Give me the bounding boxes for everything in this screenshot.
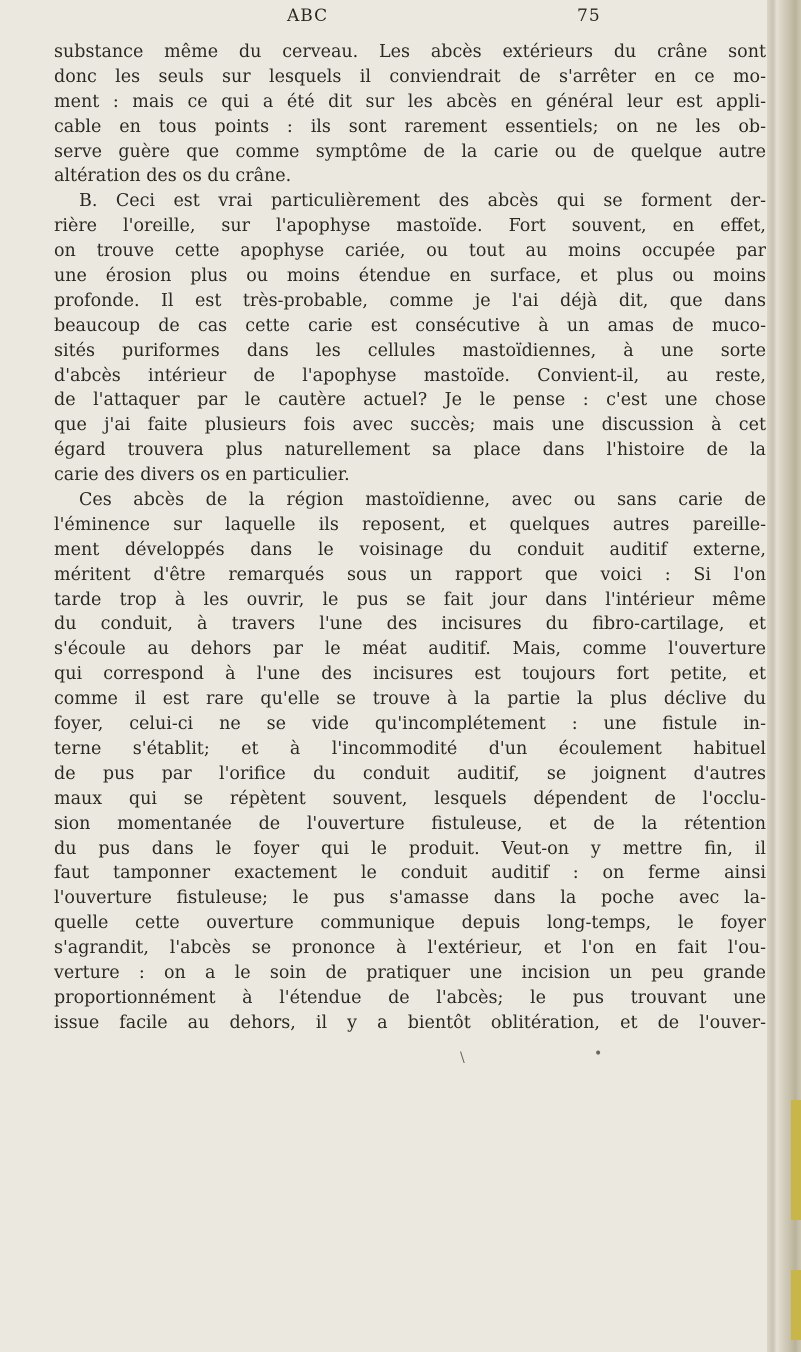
text-line: qui correspond à l'une des incisures est toujours fort petite, et <box>54 664 766 685</box>
text-line: tarde trop à les ouvrir, le pus se fait jour dans l'intérieur même <box>54 589 766 610</box>
text-line: beaucoup de cas cette carie est consécutive à un amas de muco- <box>54 315 766 336</box>
text-line: substance même du cerveau. Les abcès extérieurs du crâne sont <box>54 42 766 62</box>
page-edge-stain <box>791 1100 801 1220</box>
text-line: B. Ceci est vrai particulièrement des abcès qui se forment der- <box>79 191 766 212</box>
text-line: issue facile au dehors, il y a bientôt oblitération, et de l'ouver- <box>54 1012 766 1033</box>
text-line: que j'ai faite plusieurs fois avec succès; mais une discussion à cet <box>54 415 766 436</box>
text-line: s'agrandit, l'abcès se prononce à l'extérieur, et l'on en fait l'ou- <box>54 938 766 959</box>
body-text <box>54 40 766 1036</box>
bleed-through-mark: • <box>594 1046 603 1062</box>
running-header <box>287 6 667 32</box>
text-line: proportionnément à l'étendue de l'abcès; le pus trouvant une <box>54 987 766 1008</box>
text-line: du conduit, à travers l'une des incisures du fibro-cartilage, et <box>54 614 766 635</box>
text-line: du pus dans le foyer qui le produit. Veut-on y mettre fin, il <box>54 838 766 859</box>
text-line: maux qui se répètent souvent, lesquels dépendent de l'occlu- <box>54 788 766 809</box>
page-edge <box>767 0 801 1352</box>
text-line: faut tamponner exactement le conduit auditif : on ferme ainsi <box>54 863 766 884</box>
text-line: l'éminence sur laquelle ils reposent, et quelques autres pareille- <box>54 514 766 535</box>
text-line: cable en tous points : ils sont rarement essentiels; on ne les ob- <box>54 116 766 137</box>
text-line: on trouve cette apophyse cariée, ou tout au moins occupée par <box>54 241 766 262</box>
text-line: donc les seuls sur lesquels il conviendrait de s'arrêter en ce mo- <box>54 66 766 87</box>
text-line: carie des divers os en particulier. <box>54 465 350 486</box>
text-line: altération des os du crâne. <box>54 166 292 187</box>
text-line: de pus par l'orifice du conduit auditif, se joignent d'autres <box>54 763 766 784</box>
text-line: s'écoule au dehors par le méat auditif. Mais, comme l'ouverture <box>54 639 766 660</box>
page-edge-stain <box>791 1270 801 1340</box>
text-line: d'abcès intérieur de l'apophyse mastoïde. Convient-il, au reste, <box>54 365 766 386</box>
page-number: 75 <box>577 6 601 26</box>
text-line: une érosion plus ou moins étendue en surface, et plus ou moins <box>54 266 766 287</box>
running-title: ABC <box>287 6 329 26</box>
text-line: serve guère que comme symptôme de la carie ou de quelque autre <box>54 141 766 162</box>
text-line: égard trouvera plus naturellement sa place dans l'histoire de la <box>54 440 766 461</box>
text-line: de l'attaquer par le cautère actuel? Je le pense : c'est une chose <box>54 390 766 411</box>
text-line: terne s'établit; et à l'incommodité d'un écoulement habituel <box>54 738 766 759</box>
text-line: ment développés dans le voisinage du conduit auditif externe, <box>54 539 766 560</box>
text-line: comme il est rare qu'elle se trouve à la partie la plus déclive du <box>54 689 766 710</box>
text-line: l'ouverture fistuleuse; le pus s'amasse dans la poche avec la- <box>54 888 766 909</box>
text-line: profonde. Il est très-probable, comme je l'ai déjà dit, que dans <box>54 290 766 311</box>
text-line: quelle cette ouverture communique depuis long-temps, le foyer <box>54 913 766 934</box>
bleed-through-mark: \ <box>460 1050 465 1066</box>
text-line: sités puriformes dans les cellules mastoïdiennes, à une sorte <box>54 340 766 361</box>
text-line: sion momentanée de l'ouverture fistuleuse, et de la rétention <box>54 813 766 834</box>
text-line: Ces abcès de la région mastoïdienne, avec ou sans carie de <box>79 490 766 511</box>
text-line: ment : mais ce qui a été dit sur les abcès en général leur est appli- <box>54 91 766 112</box>
text-line: foyer, celui-ci ne se vide qu'incomplétement : une fistule in- <box>54 714 766 735</box>
text-line: méritent d'être remarqués sous un rapport que voici : Si l'on <box>54 564 766 585</box>
text-line: verture : on a le soin de pratiquer une incision un peu grande <box>54 962 766 983</box>
text-line: rière l'oreille, sur l'apophyse mastoïde. Fort souvent, en effet, <box>54 216 766 237</box>
